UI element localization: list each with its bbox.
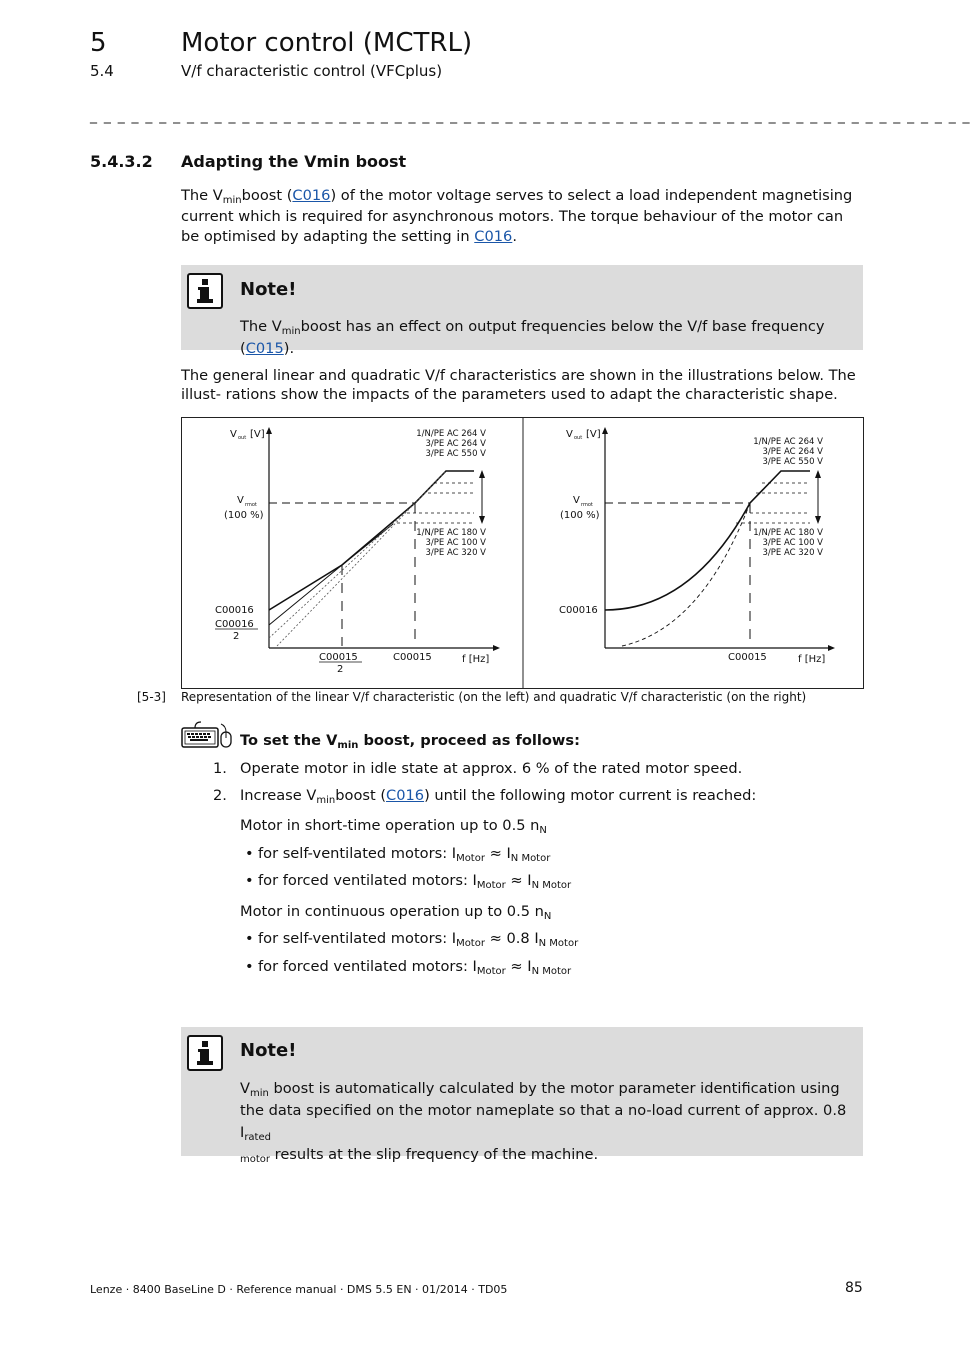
step-number: 2.	[213, 787, 227, 804]
list-item: for self-ventilated motors: $I_{Motor} \approx I_{N Motor}$	[258, 845, 551, 864]
note-box	[181, 1027, 863, 1165]
c16-label: C00016	[215, 605, 254, 616]
procedure-title: To set the $V_{min}$ boost, proceed as follows:	[240, 732, 580, 751]
info-icon	[187, 273, 223, 309]
y-axis-label: V	[566, 429, 573, 440]
page-number: 85	[845, 1280, 863, 1296]
c15-label: C00015	[393, 652, 432, 663]
svg-text:3/PE AC 550 V: 3/PE AC 550 V	[425, 449, 486, 459]
step-number: 1.	[213, 760, 227, 777]
svg-text:[V]: [V]	[586, 429, 601, 440]
bullet-icon: •	[245, 872, 254, 889]
figure-caption: Representation of the linear V/f characteristic (on the left) and quadratic V/f characteristic (on the right)	[181, 690, 807, 704]
step-2: Increase $V_{min}boost$ (C016) until the following motor current is reached:	[240, 787, 757, 806]
svg-text:3/PE AC 550 V: 3/PE AC 550 V	[762, 457, 823, 467]
section-number: 5.4	[90, 62, 114, 80]
c016-link[interactable]: C016	[292, 187, 331, 204]
bullet-icon: •	[245, 845, 254, 862]
svg-text:3/PE AC 100 V: 3/PE AC 100 V	[762, 538, 823, 548]
svg-text:1/N/PE AC 180 V: 1/N/PE AC 180 V	[753, 528, 823, 538]
svg-text:out: out	[238, 435, 247, 441]
chapter-title: Motor control (MCTRL)	[181, 28, 473, 58]
keyboard-mouse-icon	[181, 720, 233, 750]
chapter-number: 5	[90, 28, 107, 58]
subsection-title: Adapting the Vmin boost	[181, 152, 407, 171]
svg-text:3/PE AC 320 V: 3/PE AC 320 V	[425, 548, 486, 558]
bullet-icon: •	[245, 930, 254, 947]
linear-vf-diagram	[215, 427, 500, 675]
svg-text:2: 2	[233, 631, 240, 642]
vrmot-label: V	[237, 495, 244, 506]
intro-paragraph: The $V_{min}boost$ (C016) of the motor voltage serves to select a load independent magnetising current which is required for asynchronous motors. The torque behaviour of the motor can be optimised by adapting the setting in C016.	[181, 187, 853, 245]
section-title: V/f characteristic control (VFCplus)	[181, 62, 443, 80]
y-axis-label: V	[230, 429, 237, 440]
c016-link[interactable]: C016	[386, 787, 425, 804]
svg-text:rmot: rmot	[581, 502, 593, 508]
subsection-number: 5.4.3.2	[90, 152, 153, 171]
header-rule: _ _ _ _ _ _ _ _ _ _ _ _ _ _ _ _ _ _ _ _ _ _ _ _ _ _ _ _ _ _ _ _ _ _ _ _ _ _ _ _ _ _ _ _ _ _ _ _ _ _ _ _ _ _ _ _ _ _ _ _ _ _ _ _	[90, 108, 971, 124]
continuous-operation: Motor in continuous operation up to 0.5 $n_N$	[240, 903, 552, 922]
c016-link[interactable]: C016	[474, 228, 513, 245]
info-icon	[187, 1035, 223, 1071]
figure-number: [5-3]	[137, 690, 166, 704]
svg-text:(100 %): (100 %)	[560, 510, 600, 521]
svg-text:1/N/PE AC 264 V: 1/N/PE AC 264 V	[416, 429, 486, 439]
x-axis-label: f [Hz]	[798, 654, 826, 665]
list-item: for forced ventilated motors: $I_{Motor} \approx I_{N Motor}$	[258, 958, 572, 977]
svg-text:1/N/PE AC 264 V: 1/N/PE AC 264 V	[753, 437, 823, 447]
svg-text:3/PE AC 100 V: 3/PE AC 100 V	[425, 538, 486, 548]
procedure-steps	[213, 758, 863, 998]
step-1: Operate motor in idle state at approx. 6 % of the rated motor speed.	[240, 760, 743, 777]
note-box	[181, 265, 863, 357]
svg-text:1/N/PE AC 180 V: 1/N/PE AC 180 V	[416, 528, 486, 538]
svg-text:(100 %): (100 %)	[224, 510, 264, 521]
svg-text:[V]: [V]	[250, 429, 265, 440]
quadratic-vf-diagram	[559, 427, 835, 665]
footer-text: Lenze · 8400 BaseLine D · Reference manual · DMS 5.5 EN · 01/2014 · TD05	[90, 1283, 508, 1296]
svg-text:rmot: rmot	[245, 502, 257, 508]
list-item: for self-ventilated motors: $I_{Motor} \approx 0.8$ $I_{N Motor}$	[258, 930, 579, 949]
vrmot-label: V	[573, 495, 580, 506]
bullet-icon: •	[245, 958, 254, 975]
svg-text:3/PE AC 320 V: 3/PE AC 320 V	[762, 548, 823, 558]
x-axis-label: f [Hz]	[462, 654, 490, 665]
c16-label: C00016	[559, 605, 598, 616]
vf-characteristic-figure	[181, 417, 864, 689]
short-time-operation: Motor in short-time operation up to 0.5 $n_N$	[240, 817, 547, 836]
svg-text:3/PE AC 264 V: 3/PE AC 264 V	[425, 439, 486, 449]
note-title: Note!	[240, 1040, 297, 1061]
note-text: $V_{min}$ boost is automatically calculated by the motor parameter identification using the data specified on the motor nameplate so that a no-load current of approx. 0.8 $I_{rated}$ $_{motor}$ results at the slip frequency of the machine.	[240, 1080, 847, 1165]
characteristics-paragraph: The general linear and quadratic V/f characteristics are shown in the illustrations below. The illust- rations show the impacts of the parameters used to adapt the characteristic shape.	[181, 367, 856, 403]
svg-text:3/PE AC 264 V: 3/PE AC 264 V	[762, 447, 823, 457]
svg-text:out: out	[574, 435, 583, 441]
note-title: Note!	[240, 279, 297, 300]
c15-half-label: C00015	[319, 652, 358, 663]
svg-text:C00016: C00016	[215, 619, 254, 630]
svg-text:2: 2	[337, 664, 344, 675]
c015-link[interactable]: C015	[245, 340, 284, 357]
note-text: The $V_{min}boost$ has an effect on output frequencies below the V/f base frequency (C015).	[240, 318, 825, 357]
list-item: for forced ventilated motors: $I_{Motor} \approx I_{N Motor}$	[258, 872, 572, 891]
c15-label: C00015	[728, 652, 767, 663]
vf-diagrams	[182, 418, 863, 688]
